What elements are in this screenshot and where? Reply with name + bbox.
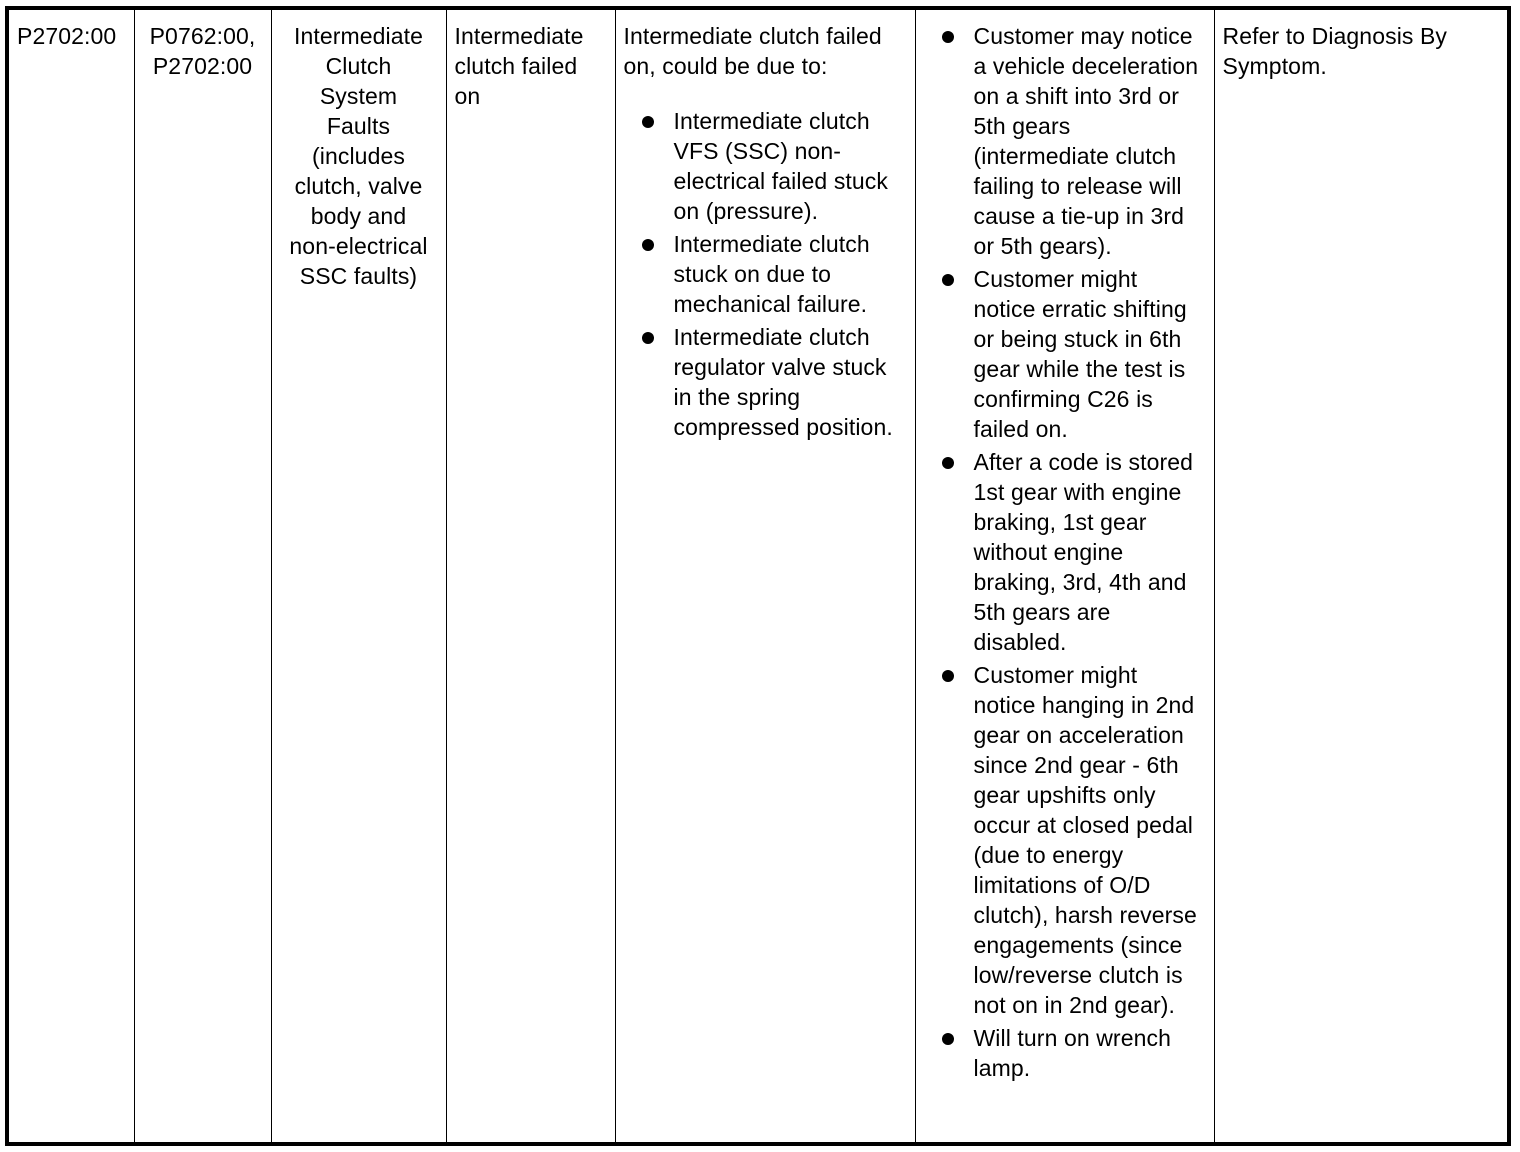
bullet-icon	[942, 457, 954, 469]
fault-type-line: SSC faults)	[299, 263, 418, 289]
list-item	[924, 21, 1206, 261]
symptom-cell	[915, 8, 1214, 1144]
list-item	[624, 106, 907, 226]
cause-text: Intermediate clutch regulator valve stuck in the spring compressed position.	[673, 324, 893, 440]
condition-line: Intermediate	[454, 23, 584, 49]
fault-type-line: Faults	[326, 113, 391, 139]
dtc-code: P2702:00	[17, 23, 117, 49]
symptom-text: Customer might notice erratic shifting or being stuck in 6th gear while the test is confirming C26 is failed on.	[973, 266, 1187, 442]
bullet-icon	[942, 1033, 954, 1045]
list-item	[624, 229, 907, 319]
bullet-icon	[642, 332, 654, 344]
action-cell	[1214, 8, 1509, 1144]
dtc-cell	[7, 8, 134, 1144]
bullet-icon	[942, 31, 954, 43]
list-item	[924, 447, 1206, 657]
fault-type-line: body and	[310, 203, 407, 229]
fault-type-line: clutch, valve	[294, 173, 423, 199]
bullet-icon	[942, 274, 954, 286]
table-row	[7, 8, 1509, 1144]
fault-type-line: non-electrical	[289, 233, 428, 259]
symptom-text: Customer may notice a vehicle deceleration on a shift into 3rd or 5th gears (intermediate clutch failing to release will cause a tie-up in 3rd or 5th gears).	[973, 23, 1199, 259]
fault-type-line: Clutch	[325, 53, 392, 79]
cause-cell	[615, 8, 915, 1144]
bullet-icon	[642, 239, 654, 251]
symptom-list	[924, 21, 1206, 1083]
cause-list	[624, 106, 907, 442]
related-dtc: P2702:00	[152, 53, 253, 79]
related-dtcs-cell	[134, 8, 271, 1144]
condition-line: on	[454, 83, 481, 109]
fault-type-line: Intermediate	[293, 23, 424, 49]
condition-line: clutch failed	[454, 53, 578, 79]
bullet-icon	[942, 670, 954, 682]
symptom-text: Will turn on wrench lamp.	[973, 1025, 1171, 1081]
fault-type-cell	[271, 8, 446, 1144]
related-dtc: P0762:00,	[149, 23, 256, 49]
list-item	[924, 264, 1206, 444]
symptom-text: After a code is stored 1st gear with engine braking, 1st gear without engine braking, 3rd, 4th and 5th gears are disabled.	[973, 449, 1194, 655]
condition-cell	[446, 8, 615, 1144]
bullet-icon	[642, 116, 654, 128]
cause-text: Intermediate clutch stuck on due to mechanical failure.	[673, 231, 870, 317]
list-item	[924, 1023, 1206, 1083]
action-text: Refer to Diagnosis By Symptom.	[1222, 23, 1448, 79]
cause-text: Intermediate clutch VFS (SSC) non-electrical failed stuck on (pressure).	[673, 108, 888, 224]
dtc-table	[5, 6, 1511, 1146]
symptom-text: Customer might notice hanging in 2nd gear on acceleration since 2nd gear - 6th gear upshifts only occur at closed pedal (due to energy limitations of O/D clutch), harsh reverse engagements (since low/reverse clutch is not on in 2nd gear).	[973, 662, 1197, 1018]
fault-type-line: System	[319, 83, 398, 109]
cause-intro: Intermediate clutch failed on, could be due to:	[623, 23, 882, 79]
fault-type-line: (includes	[312, 143, 405, 169]
list-item	[924, 660, 1206, 1020]
list-item	[624, 322, 907, 442]
